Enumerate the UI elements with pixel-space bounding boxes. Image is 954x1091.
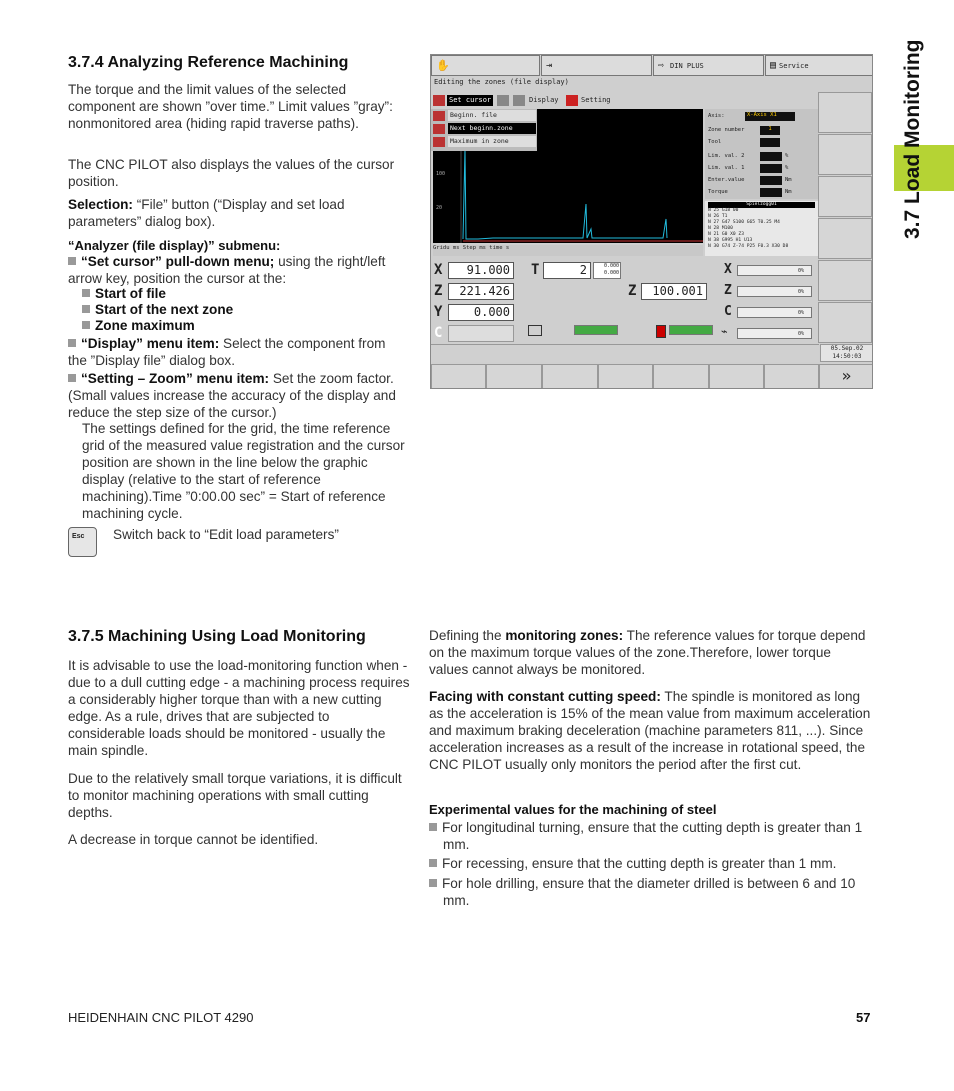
hand-icon: ✋ [436, 59, 450, 72]
axis-label-z: Z [434, 283, 443, 299]
c-value [448, 325, 514, 342]
date-time [820, 344, 873, 362]
bullet-icon [82, 305, 90, 313]
message-line [431, 344, 819, 362]
z-value: 221.426 [448, 283, 514, 300]
axis-label-y: Y [434, 304, 443, 320]
bottom-softkey[interactable] [709, 364, 764, 389]
text: using the right/left arrow key, position the cursor at the: [68, 254, 386, 286]
softkey[interactable] [818, 302, 872, 343]
text: For hole drilling, ensure that the diameter drilled is between 6 and 10 mm. [442, 876, 856, 908]
next-softkey[interactable]: » [819, 364, 873, 389]
arrow-icon: ⇥ [546, 60, 553, 71]
bullet-icon [68, 257, 76, 265]
param-value [760, 138, 780, 147]
dropdown[interactable] [431, 109, 537, 151]
text: Start of file [95, 286, 166, 301]
spindle-gauge [669, 325, 713, 335]
stop-icon [656, 325, 666, 338]
time: 14:50:03 [832, 353, 862, 360]
bold-term: Selection: [68, 197, 133, 212]
paragraph: It is advisable to use the load-monitoring function when - due to a dull cutting edge - a machining process requires a considerably higher torque than with a new cutting edge. As a rule, drives that are subjected to considerable loads should be monitored - usually the main spindle. [68, 658, 410, 758]
axis-label-x: X [434, 262, 443, 278]
feed-icon [528, 325, 542, 336]
menu-set-cursor: Set cursor [449, 96, 492, 104]
param-value [760, 188, 782, 197]
dropdown-item[interactable]: Maximum in zone [448, 136, 536, 147]
bottom-softkey[interactable] [542, 364, 598, 389]
axis-label-x-load: X [724, 262, 732, 277]
dropdown-item-selected[interactable]: Next beginn.zone [448, 123, 536, 134]
load-percent: 0% [798, 268, 805, 274]
softkey[interactable] [818, 176, 872, 217]
dropdown-item[interactable]: Beginn. file [448, 110, 536, 121]
service-icon: ▤ [770, 60, 777, 71]
sub-bullet [82, 317, 195, 334]
program-listing [705, 201, 818, 256]
subheading: Experimental values for the machining of steel [429, 802, 717, 817]
text: The spindle is monitored as long as the acceleration is 15% of the mean value from maximum acceleration and maximum braking deceleration (machine parameters 811, ...). Since acceleration increases as a result of the increase in rotational speed, the CNC PILOT usually only monitors the period after the first cut. [429, 689, 871, 772]
param-value [760, 152, 782, 161]
bottom-softkey[interactable] [764, 364, 819, 389]
text: Set the zoom factor. (Small values increase the accuracy of the display and reduce the step size of the cursor.) [68, 371, 396, 420]
sub-bullet [82, 285, 166, 302]
param-unit: % [785, 165, 789, 171]
axis-label-c: C [434, 325, 443, 341]
bold-term: “Setting – Zoom” menu item: [81, 371, 270, 386]
tab-program [541, 55, 652, 76]
bold-term: “Display” menu item: [81, 336, 220, 351]
y-tick: 20 [436, 205, 443, 211]
text: Zone maximum [95, 318, 195, 333]
tab-label: DIN PLUS [670, 61, 704, 70]
bullet-icon [429, 879, 437, 887]
esc-description: Switch back to “Edit load parameters” [113, 527, 339, 542]
param-label: Lim. val. 2 [708, 153, 745, 159]
section-title-375: 3.7.5 Machining Using Load Monitoring [68, 628, 366, 645]
axis-label-z-load: Z [724, 283, 732, 298]
bullet-icon [82, 321, 90, 329]
paragraph: A decrease in torque cannot be identified. [68, 832, 319, 847]
param-label: Torque [708, 189, 728, 195]
text: Select the component from the ”Display file” dialog box. [68, 336, 386, 368]
bullet-item [429, 875, 874, 909]
softkey[interactable] [818, 92, 872, 133]
bottom-softkey[interactable] [653, 364, 709, 389]
param-label: Axis: [708, 113, 725, 119]
load-percent: 0% [798, 289, 805, 295]
bottom-softkey[interactable] [486, 364, 542, 389]
menu-bar [433, 94, 818, 108]
param-value [760, 176, 782, 185]
paragraph [429, 627, 874, 678]
paragraph: The torque and the limit values of the selected component are shown ”over time.” Limit values ”gray”: nonmonitored area (hiding rapid traverse paths). [68, 82, 393, 131]
bullet-icon [82, 289, 90, 297]
bottom-softkey[interactable] [598, 364, 653, 389]
param-value: X-Axis X1 [745, 112, 795, 121]
feed-gauge [574, 325, 618, 335]
y-tick: 100 [436, 171, 446, 177]
paragraph [429, 688, 874, 773]
bullet-icon [429, 823, 437, 831]
bullet-icon [429, 859, 437, 867]
axis-label-c-load: C [724, 304, 732, 319]
tool-label: T [531, 262, 540, 278]
bullet-item [68, 370, 408, 421]
softkey[interactable] [818, 134, 872, 175]
axis-label-z2: Z [628, 283, 637, 299]
softkey[interactable] [818, 260, 872, 301]
grid-icon [513, 95, 525, 106]
program-line: N 38 G995 H1 U13 [708, 238, 753, 243]
section-title-374: 3.7.4 Analyzing Reference Machining [68, 54, 349, 71]
text: Start of the next zone [95, 302, 234, 317]
selection-paragraph [68, 196, 408, 230]
program-line: N 21 G0 X0 Z3 [708, 232, 744, 237]
bold-term: monitoring zones: [505, 628, 624, 643]
chapter-tab-title: 3.7 Load Monitoring [901, 40, 924, 240]
menu-display: Display [529, 96, 559, 104]
page-number: 57 [856, 1010, 871, 1025]
cnc-screenshot [430, 54, 873, 389]
status-line: Editing the zones (file display) [434, 78, 569, 86]
tab-label: Service [779, 61, 809, 70]
param-label: Enter.value [708, 177, 745, 183]
load-percent: 0% [798, 310, 805, 316]
program-line: N 26 T1 [708, 214, 728, 219]
bullet-item [429, 819, 874, 853]
text: For longitudinal turning, ensure that the cutting depth is greater than 1 mm. [442, 820, 863, 852]
load-percent: 0% [798, 331, 805, 337]
tab-hand [431, 55, 540, 76]
paragraph: Due to the relatively small torque variations, it is difficult to monitor machining operations with small cutting depths. [68, 771, 402, 820]
grid-icon [433, 137, 445, 147]
grid-icon [566, 95, 578, 106]
grid-icon [497, 95, 509, 106]
paragraph: The settings defined for the grid, the time reference grid of the measured value registration and the cursor position are shown in the line below the graphic display (relative to the start of reference machining).Time ”0:00.00 sec” = Start of reference machining cycle. [82, 421, 405, 521]
tool-offsets [593, 262, 621, 279]
text: For recessing, ensure that the cutting depth is greater than 1 mm. [442, 856, 837, 871]
softkey[interactable] [818, 218, 872, 259]
z2-value: 100.001 [641, 283, 707, 300]
param-label: Zone number [708, 127, 745, 133]
menu-setting: Setting [581, 96, 611, 104]
param-label: Lim. val. 1 [708, 165, 745, 171]
sub-bullet [82, 301, 233, 318]
footer-title: HEIDENHAIN CNC PILOT 4290 [68, 1010, 254, 1025]
bottom-softkey[interactable] [431, 364, 486, 389]
spindle-icon: ⌁ [721, 325, 728, 338]
bullet-item [68, 335, 408, 369]
program-title: Spielzogg01 [708, 202, 815, 208]
esc-key-icon: Esc [68, 527, 97, 557]
paragraph: The CNC PILOT also displays the values of the cursor position. [68, 157, 395, 189]
param-label: Tool [708, 139, 722, 145]
date: 05.Sep.02 [830, 345, 864, 352]
y-value: 0.000 [448, 304, 514, 321]
program-line: N 27 G47 S100 G65 T0.25 M4 [708, 220, 780, 225]
param-unit: Nm [785, 189, 792, 195]
bullet-item [429, 855, 874, 872]
grid-icon [433, 124, 445, 134]
param-value [760, 164, 782, 173]
tab-service [765, 55, 873, 76]
bullet-item [68, 253, 408, 287]
submenu-heading: “Analyzer (file display)” submenu: [68, 238, 281, 253]
program-line: N 25 G18 00 [708, 208, 739, 213]
graph-info-line: Gridu ms Step ms time s [433, 245, 703, 256]
offset: 0.000 [603, 263, 619, 269]
offset: 0.000 [603, 270, 619, 276]
program-line: N 30 G74 Z-74 P25 F0.3 X30 D8 [708, 244, 789, 249]
x-value: 91.000 [448, 262, 514, 279]
bullet-icon [68, 374, 76, 382]
grid-icon [433, 95, 445, 106]
din-icon: ⇨ [658, 60, 665, 71]
tool-value: 2 [543, 262, 591, 279]
bold-term: “Set cursor” pull-down menu; [81, 254, 275, 269]
param-unit: % [785, 153, 789, 159]
bullet-icon [68, 339, 76, 347]
text: “File” button (“Display and set load parameters” dialog box). [68, 197, 345, 229]
bold-term: Facing with constant cutting speed: [429, 689, 661, 704]
param-value: 1 [760, 126, 780, 135]
tab-din-plus [653, 55, 764, 76]
program-line: N 28 M100 [708, 226, 733, 231]
text: Defining the [429, 628, 506, 643]
param-unit: Nm [785, 177, 792, 183]
grid-icon [433, 111, 445, 121]
text: The reference values for torque depend on the maximum torque values of the zone.Therefore, lower torque values cannot always be monitored. [429, 628, 866, 677]
param-panel [705, 109, 818, 199]
